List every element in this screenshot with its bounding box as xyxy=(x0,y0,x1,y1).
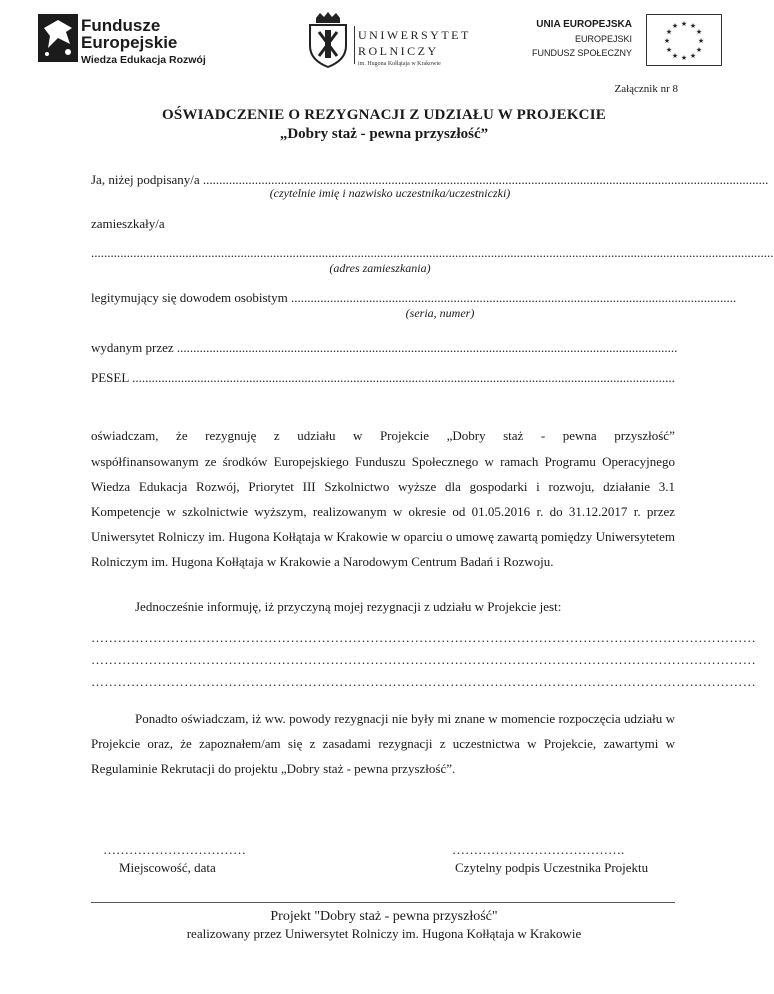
declaration-word: - xyxy=(540,428,546,443)
svg-text:★: ★ xyxy=(689,22,697,30)
university-logo-divider xyxy=(354,26,355,64)
statement-paragraph: Ponadto oświadczam, iż ww. powody rezygnacji nie były mi znane w momencie rozpoczęcia udziału w Projekcie oraz, że zapoznałem/am się z zasadami rezygnacji z uczestnictwa w Projekcie, zawartymi w Regulaminie Rekrutacji do projektu „Dobry staż - pewna przyszłość”. xyxy=(91,711,675,776)
svg-text:★: ★ xyxy=(671,22,679,30)
svg-text:★: ★ xyxy=(695,28,703,36)
svg-text:★: ★ xyxy=(663,37,671,45)
declaration-first-line xyxy=(91,428,675,444)
declaration-word: „Dobry xyxy=(446,428,486,443)
declaration-word: z xyxy=(273,428,280,443)
funds-logo xyxy=(38,14,218,64)
project-name: „Dobry staż - pewna przyszłość” xyxy=(279,126,489,142)
reason-line-3[interactable]: …………………………………………………………………………………………………………………………………… xyxy=(91,674,756,689)
university-logo xyxy=(306,12,471,68)
svg-text:★: ★ xyxy=(665,46,673,54)
svg-text:★: ★ xyxy=(671,52,679,60)
university-name-line2: ROLNICZY xyxy=(358,44,439,58)
place-date-label: Miejscowość, data xyxy=(119,860,216,875)
university-name-line3: im. Hugona Kołłątaja w Krakowie xyxy=(358,61,441,67)
declaration-word: rezygnuję xyxy=(205,428,257,443)
reason-intro: Jednocześnie informuję, iż przyczyną mojej rezygnacji z udziału w Projekcie jest: xyxy=(135,599,562,614)
address-hint: (adres zamieszkania) xyxy=(329,261,431,275)
funds-logo-line1: Fundusze xyxy=(81,16,161,35)
funds-emblem-icon xyxy=(38,14,78,62)
id-label: legitymujący się dowodem osobistym xyxy=(91,290,288,305)
declaration-word: przyszłość” xyxy=(614,428,675,443)
svg-text:★: ★ xyxy=(680,20,688,28)
issued-dots: .......................................................................................................................................................... xyxy=(173,340,678,355)
name-label: Ja, niżej podpisany/a xyxy=(91,172,200,187)
document-title: OŚWIADCZENIE O REZYGNACJI Z UDZIAŁU W PROJEKCIE xyxy=(162,107,606,123)
issued-field[interactable] xyxy=(91,340,678,356)
university-name-line1: UNIWERSYTET xyxy=(358,28,471,42)
eu-logo-line1: UNIA EUROPEJSKA xyxy=(536,19,632,30)
pesel-field[interactable] xyxy=(91,370,675,386)
declaration-word: w xyxy=(353,428,363,443)
pesel-dots: ....................................................................................................................................................................... xyxy=(128,370,675,385)
declaration-word: udziału xyxy=(297,428,336,443)
pesel-label: PESEL xyxy=(91,370,129,385)
declaration-word: pewna xyxy=(562,428,597,443)
university-crest-icon xyxy=(306,12,350,68)
eu-logo-text xyxy=(532,18,632,60)
reason-line-1[interactable]: …………………………………………………………………………………………………………………………………… xyxy=(91,630,756,645)
name-dots: .............................................................................................................................................................................. xyxy=(199,172,769,187)
svg-text:★: ★ xyxy=(689,52,697,60)
svg-text:★: ★ xyxy=(665,28,673,36)
address-field[interactable]: .................................................................................................................................................................................................................. xyxy=(91,245,774,260)
residence-label: zamieszkały/a xyxy=(91,216,165,231)
eu-logo-line2: EUROPEJSKI xyxy=(574,34,632,44)
declaration-word: oświadczam, xyxy=(91,428,159,443)
eu-flag-icon xyxy=(646,14,722,66)
svg-text:★: ★ xyxy=(695,46,703,54)
declaration-word: że xyxy=(176,428,188,443)
declaration-word: staż xyxy=(503,428,524,443)
footer-project: Projekt "Dobry staż - pewna przyszłość" xyxy=(270,909,498,924)
footer-institution: realizowany przez Uniwersytet Rolniczy im. Hugona Kołłątaja w Krakowie xyxy=(186,926,582,941)
eu-logo-line3: FUNDUSZ SPOŁECZNY xyxy=(531,48,632,58)
issued-label: wydanym przez xyxy=(91,340,174,355)
declaration-paragraph: współfinansowanym ze środków Europejskiego Funduszu Społecznego w ramach Programu Operacyjnego Wiedza Edukacja Rozwój, Priorytet III Szkolnictwo wyższe dla gospodarki i rozwoju, działanie 3.1 Kompetencje w szkolnictwie wyższym, realizowanym w okresie od 01.05.2016 r. do 31.12.2017 r. przez Uniwersytet Rolniczy im. Hugona Kołłątaja w Krakowie w oparciu o umowę zawartą pomiędzy Uniwersytetem Rolniczym im. Hugona Kołłątaja w Krakowie a Narodowym Centrum Badań i Rozwoju. xyxy=(91,454,675,569)
id-hint: (seria, numer) xyxy=(405,306,475,320)
id-field[interactable] xyxy=(91,290,737,306)
declaration-word: Projekcie xyxy=(379,428,430,443)
id-dots: ......................................................................................................................................... xyxy=(287,290,737,305)
svg-text:★: ★ xyxy=(680,54,688,62)
place-date-field[interactable]: …………………………… xyxy=(103,842,246,857)
signature-field[interactable]: …………………………………. xyxy=(452,842,625,857)
funds-logo-line2: Europejskie xyxy=(81,33,178,52)
svg-text:★: ★ xyxy=(697,37,705,45)
annex-number: Załącznik nr 8 xyxy=(614,83,678,95)
footer-divider xyxy=(91,902,675,903)
funds-logo-line3: Wiedza Edukacja Rozwój xyxy=(81,54,206,66)
name-hint: (czytelnie imię i nazwisko uczestnika/uczestniczki) xyxy=(269,186,511,200)
signature-label: Czytelny podpis Uczestnika Projektu xyxy=(455,860,649,875)
reason-line-2[interactable]: …………………………………………………………………………………………………………………………………… xyxy=(91,652,756,667)
